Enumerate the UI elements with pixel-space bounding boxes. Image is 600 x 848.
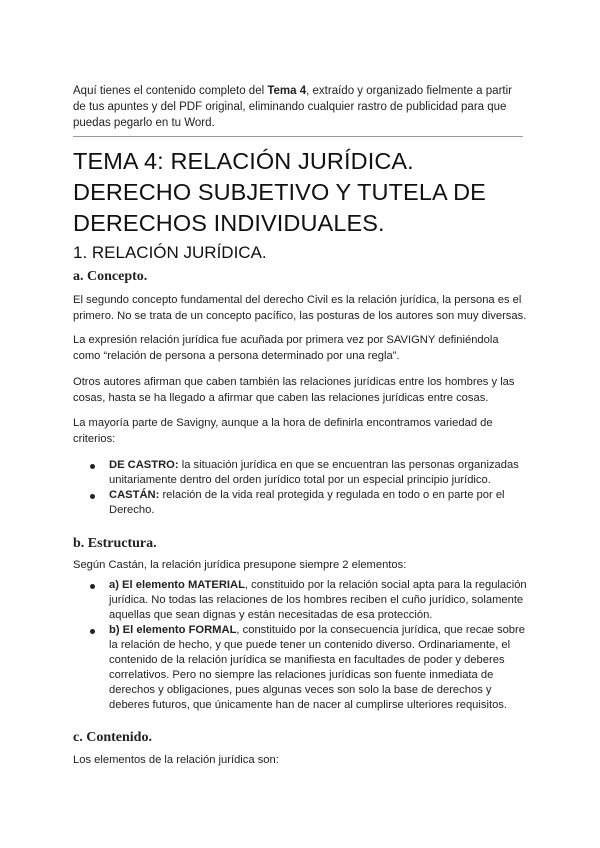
intro-paragraph [73,83,523,131]
list-elementos [73,578,528,713]
list-item [73,623,528,713]
intro-prefix: Aquí tienes el contenido completo del [73,84,268,97]
subheading-concepto: a. Concepto. [73,269,148,284]
bullet-icon [90,464,95,469]
list-item [73,458,528,488]
list-item-bold: CASTÁN: [109,489,160,501]
list-item-text: relación de la vida real protegida y regulada en todo o en parte por el Derecho. [109,489,505,516]
paragraph-estructura-1: Según Castán, la relación jurídica presupone siempre 2 elementos: [73,559,407,571]
subheading-estructura: b. Estructura. [73,536,157,551]
subheading-contenido: c. Contenido. [73,730,152,745]
paragraph-concepto-4: La mayoría parte de Savigny, aunque a la hora de definirla encontramos variedad de criterios: [73,417,493,445]
list-item [73,488,528,518]
document-title: TEMA 4: RELACIÓN JURÍDICA. DERECHO SUBJETIVO Y TUTELA DE DERECHOS INDIVIDUALES. [73,148,486,236]
bullet-icon [90,494,95,499]
intro-bold: Tema 4 [267,84,307,97]
list-item-bold: b) El elemento FORMAL [109,624,237,636]
paragraph-contenido-1: Los elementos de la relación jurídica son: [73,754,279,766]
list-item-text: la situación jurídica en que se encuentran las personas organizadas unitariamente dentro del orden jurídico total por un especial principio jurídico. [109,459,519,486]
list-item-bold: DE CASTRO: [109,459,179,471]
list-definiciones [73,458,528,518]
list-item-text: , constituido por la relación social apta para la regulación jurídica. No todas las relaciones de los hombres reciben el cuño jurídico, solamente aquellas que sean dignas y están necesitadas de esa protección. [109,579,527,621]
intro-suffix: , extraído y organizado fielmente a partir de tus apuntes y del PDF original, eliminando cualquier rastro de publicidad para que puedas pegarlo en tu Word. [73,84,512,129]
section-heading-relacion-juridica: 1. RELACIÓN JURÍDICA. [73,243,267,262]
list-item [73,578,528,623]
paragraph-concepto-3: Otros autores afirman que caben también las relaciones jurídicas entre los hombres y las cosas, hasta se ha llegado a afirmar que caben las relaciones jurídicas entre cosas. [73,376,515,404]
horizontal-divider [73,136,523,137]
bullet-icon [90,584,95,589]
list-item-text: , constituido por la consecuencia jurídica, que recae sobre la relación de hecho, y que puede tener un contenido diverso. Ordinariamente, el contenido de la relación jurídica se manifiesta en facultades de poder y deberes correlativos. Pero no siempre las relaciones jurídicas son fuente inmediata de derechos y obligaciones, pues algunas veces son solo la base de derechos y deberes futuros, que únicamente han de nacer al cumplirse ulteriores requisitos. [109,624,525,711]
paragraph-concepto-1: El segundo concepto fundamental del derecho Civil es la relación jurídica, la persona es el primero. No se trata de un concepto pacífico, las posturas de los autores son muy diversas. [73,294,527,322]
bullet-icon [90,629,95,634]
paragraph-concepto-2: La expresión relación jurídica fue acuñada por primera vez por SAVIGNY definiéndola como “relación de persona a persona determinado por una regla”. [73,334,499,362]
list-item-bold: a) El elemento MATERIAL [109,579,245,591]
